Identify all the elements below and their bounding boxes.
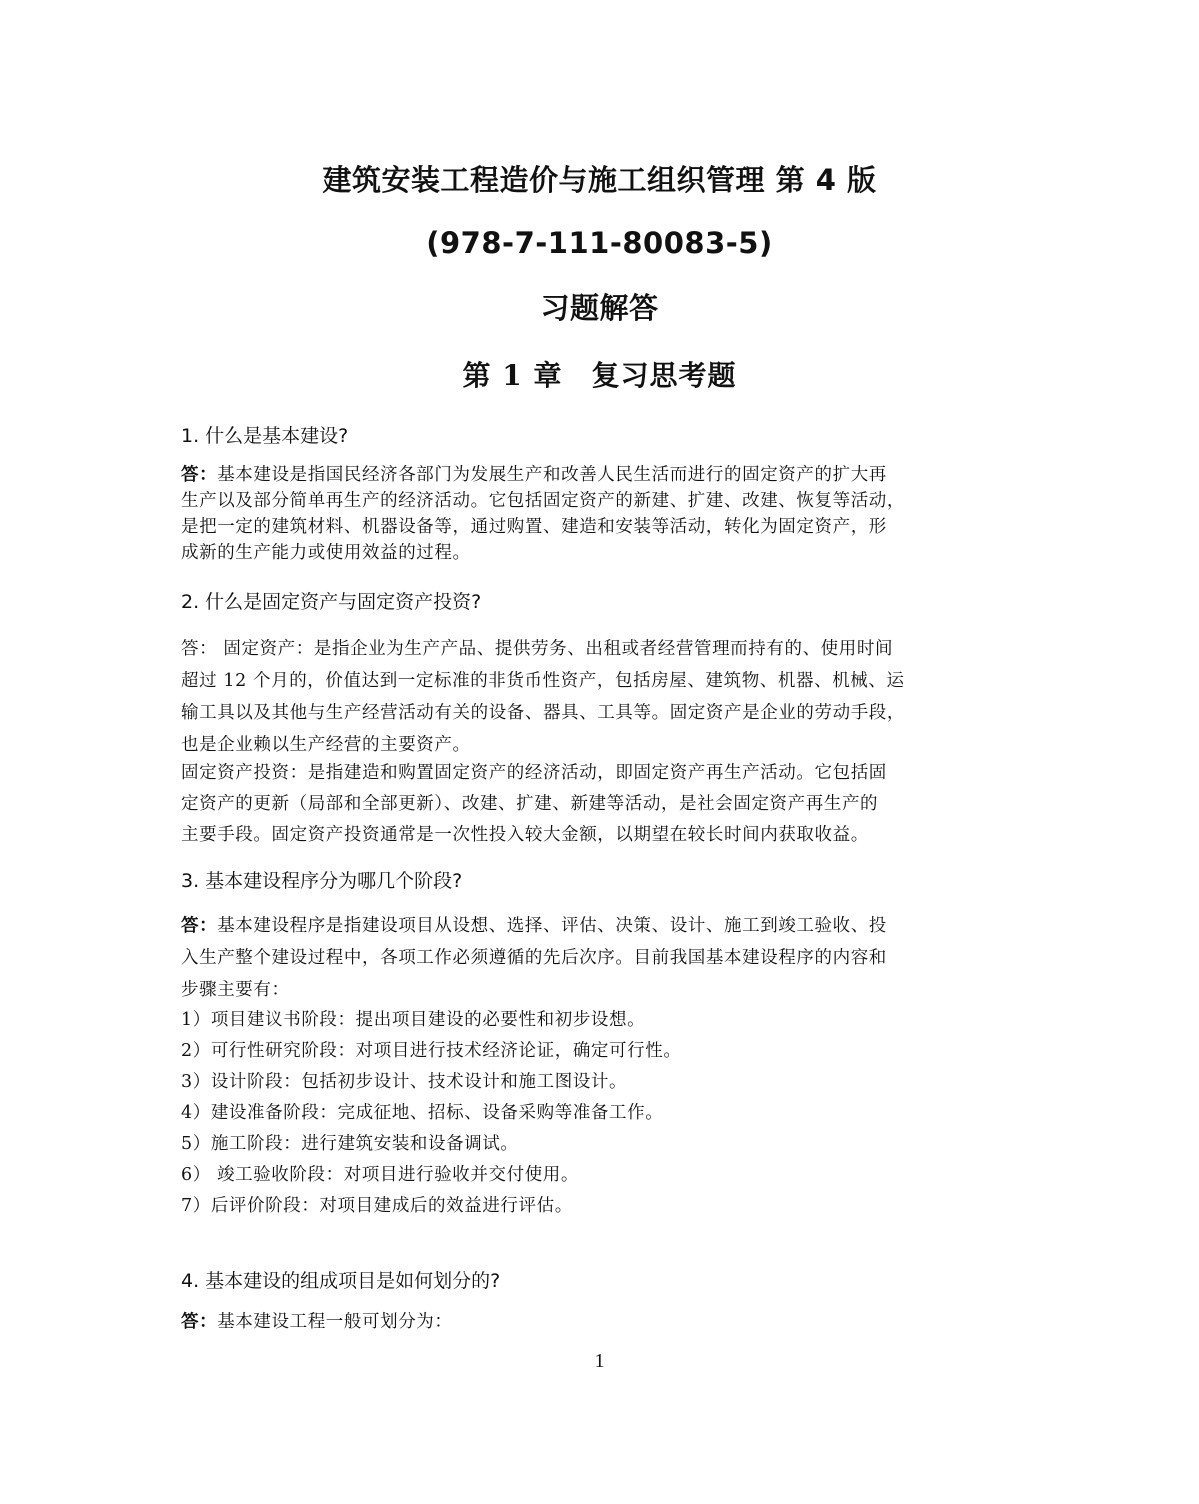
answer-line: 成新的生产能力或使用效益的过程。 (181, 543, 471, 563)
answer-line: 生产以及部分简单再生产的经济活动。它包括固定资产的新建、扩建、改建、恢复等活动， (181, 491, 905, 511)
document-title: 建筑安装工程造价与施工组织管理 第 4 版 (322, 163, 877, 197)
answer-label: 答： (181, 916, 218, 936)
question-4: 4. 基本建设的组成项目是如何划分的? (181, 1270, 501, 1292)
construction-stages-list (181, 1005, 1041, 1222)
list-item: 6） 竣工验收阶段：对项目进行验收并交付使用。 (181, 1165, 579, 1185)
answer-line: 答： 固定资产：是指企业为生产产品、提供劳务、出租或者经营管理而持有的、使用时间 (181, 639, 894, 659)
list-item: 1）项目建议书阶段：提出项目建设的必要性和初步设想。 (181, 1010, 646, 1030)
list-item: 5）施工阶段：进行建筑安装和设备调试。 (181, 1134, 519, 1154)
answer-line: 是把一定的建筑材料、机器设备等，通过购置、建造和安装等活动，转化为固定资产，形 (181, 517, 887, 537)
answer-label: 答： (181, 639, 218, 659)
answer-label: 答： (181, 465, 218, 485)
answer-label: 答： (181, 1312, 218, 1332)
answer-line: 主要手段。固定资产投资通常是一次性投入较大金额，以期望在较长时间内获取收益。 (181, 825, 869, 845)
list-item: 4）建设准备阶段：完成征地、招标、设备采购等准备工作。 (181, 1103, 664, 1123)
list-item: 7）后评价阶段：对项目建成后的效益进行评估。 (181, 1196, 573, 1216)
answer-line: 答：基本建设工程一般可划分为： (181, 1312, 453, 1332)
question-1: 1. 什么是基本建设? (181, 425, 349, 447)
answer-line: 答：基本建设是指国民经济各部门为发展生产和改善人民生活而进行的固定资产的扩大再 (181, 465, 887, 485)
list-item: 3）设计阶段：包括初步设计、技术设计和施工图设计。 (181, 1072, 628, 1092)
answer-4 (181, 1307, 1041, 1337)
answer-line: 定资产的更新（局部和全部更新）、改建、扩建、新建等活动，是社会固定资产再生产的 (181, 794, 879, 814)
document-subtitle: 习题解答 (540, 291, 659, 325)
answer-line: 输工具以及其他与生产经营活动有关的设备、器具、工具等。固定资产是企业的劳动手段， (181, 703, 905, 723)
chapter-heading: 第 1 章 复习思考题 (462, 359, 737, 392)
answer-line: 固定资产投资：是指建造和购置固定资产的经济活动，即固定资产再生产活动。它包括固 (181, 763, 887, 783)
answer-2-continued (181, 758, 1041, 851)
page-number: 1 (594, 1350, 605, 1372)
answer-2 (181, 633, 1041, 761)
answer-line: 答：基本建设程序是指建设项目从设想、选择、评估、决策、设计、施工到竣工验收、投 (181, 916, 887, 936)
answer-1 (181, 462, 1041, 566)
answer-line: 超过 12 个月的，价值达到一定标准的非货币性资产，包括房屋、建筑物、机器、机械、运 (181, 671, 905, 691)
answer-3 (181, 910, 1041, 1006)
answer-line: 步骤主要有： (181, 980, 290, 1000)
answer-line: 也是企业赖以生产经营的主要资产。 (181, 735, 471, 755)
list-item: 2）可行性研究阶段：对项目进行技术经济论证，确定可行性。 (181, 1041, 682, 1061)
question-2: 2. 什么是固定资产与固定资产投资? (181, 591, 482, 613)
answer-line: 入生产整个建设过程中，各项工作必须遵循的先后次序。目前我国基本建设程序的内容和 (181, 948, 887, 968)
question-3: 3. 基本建设程序分为哪几个阶段? (181, 870, 463, 892)
isbn-line: (978-7-111-80083-5) (426, 226, 773, 260)
